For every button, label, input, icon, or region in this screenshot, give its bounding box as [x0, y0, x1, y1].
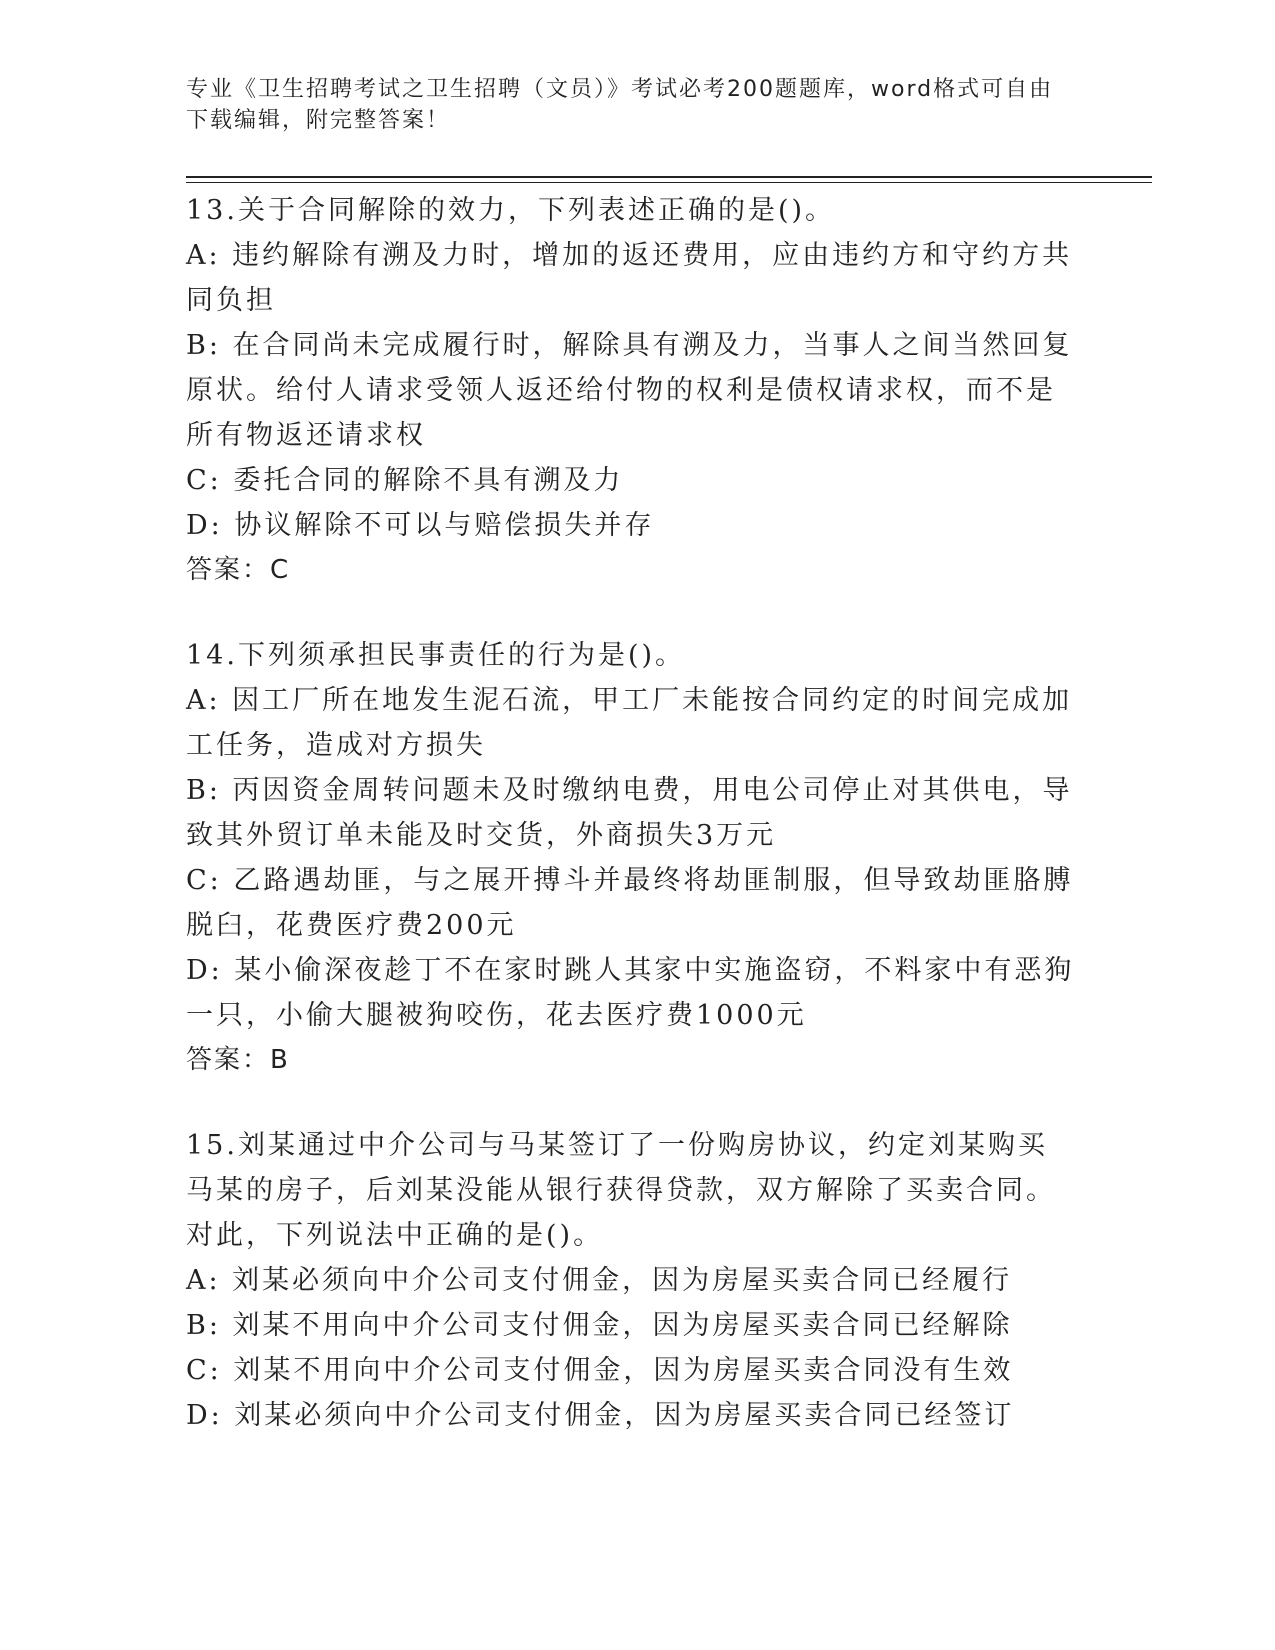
answer-line: 答案：C — [186, 555, 291, 585]
question-14 — [186, 633, 1076, 1083]
answer-line: 答案：B — [186, 1045, 290, 1075]
header-rule-thin — [186, 182, 1152, 183]
question-list — [186, 188, 1076, 1478]
document-header: 专业《卫生招聘考试之卫生招聘（文员）》考试必考200题题库，word格式可自由下载编辑，附完整答案！ — [186, 77, 1054, 133]
option-b: B: 刘某不用向中介公司支付佣金，因为房屋买卖合同已经解除 — [186, 1310, 1013, 1341]
option-a: A: 违约解除有溯及力时，增加的返还费用，应由违约方和守约方共同负担 — [186, 240, 1073, 316]
option-c: C: 乙路遇劫匪，与之展开搏斗并最终将劫匪制服，但导致劫匪胳膊脱臼，花费医疗费200元 — [186, 865, 1074, 941]
option-c: C: 刘某不用向中介公司支付佣金，因为房屋买卖合同没有生效 — [186, 1355, 1014, 1386]
question-stem: 15.刘某通过中介公司与马某签订了一份购房协议，约定刘某购买马某的房子，后刘某没能从银行获得贷款，双方解除了买卖合同。对此，下列说法中正确的是()。 — [186, 1130, 1056, 1251]
question-stem: 14.下列须承担民事责任的行为是()。 — [186, 640, 686, 671]
option-a: A: 刘某必须向中介公司支付佣金，因为房屋买卖合同已经履行 — [186, 1265, 1013, 1296]
option-d: D: 刘某必须向中介公司支付佣金，因为房屋买卖合同已经签订 — [186, 1400, 1015, 1431]
question-15 — [186, 1123, 1076, 1438]
option-b: B: 在合同尚未完成履行时，解除具有溯及力，当事人之间当然回复原状。给付人请求受领人返还给付物的权利是债权请求权，而不是所有物返还请求权 — [186, 330, 1073, 451]
question-stem: 13.关于合同解除的效力，下列表述正确的是()。 — [186, 195, 836, 226]
option-d: D: 协议解除不可以与赔偿损失并存 — [186, 510, 655, 541]
option-a: A: 因工厂所在地发生泥石流，甲工厂未能按合同约定的时间完成加工任务，造成对方损失 — [186, 685, 1073, 761]
option-d: D: 某小偷深夜趁丁不在家时跳人其家中实施盗窃，不料家中有恶狗一只，小偷大腿被狗咬伤，花去医疗费1000元 — [186, 955, 1075, 1031]
option-c: C: 委托合同的解除不具有溯及力 — [186, 465, 624, 496]
question-13 — [186, 188, 1076, 593]
option-b: B: 丙因资金周转问题未及时缴纳电费，用电公司停止对其供电，导致其外贸订单未能及时交货，外商损失3万元 — [186, 775, 1073, 851]
header-rule-thick — [186, 176, 1152, 178]
